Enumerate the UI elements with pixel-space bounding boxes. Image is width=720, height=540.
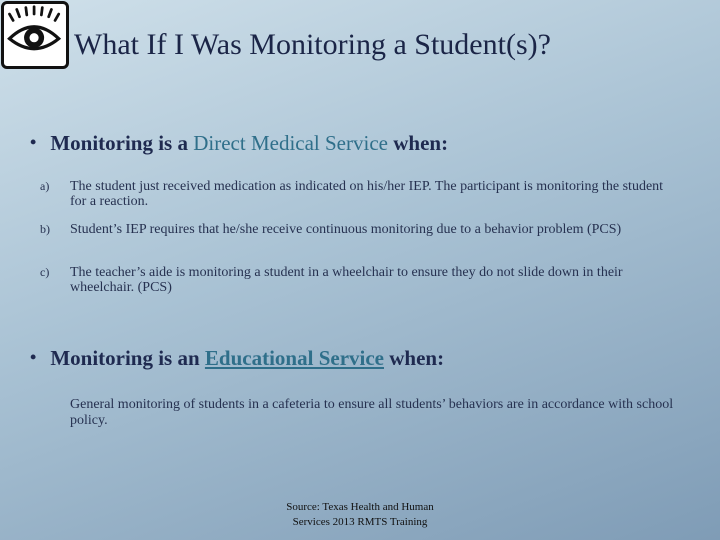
bullet-direct-medical (30, 131, 448, 156)
bullet1-prefix: Monitoring is a (50, 131, 194, 155)
item-label: a) (40, 179, 50, 193)
bullet2-prefix: Monitoring is an (50, 346, 205, 370)
list-item (40, 222, 680, 237)
bullet1-highlight: Direct Medical Service (193, 131, 388, 155)
source-line-1: Source: Texas Health and Human (286, 501, 434, 513)
list-item (40, 179, 680, 209)
list-item (40, 265, 680, 295)
bullet-dot: • (30, 347, 37, 367)
source-citation (250, 500, 470, 530)
item-text: The student just received medication as indicated on his/her IEP. The participant is monitoring the student for a reaction. (70, 179, 664, 209)
slide-title: What If I Was Monitoring a Student(s)? (74, 28, 551, 61)
item-label: b) (40, 222, 50, 236)
source-line-2: Services 2013 RMTS Training (292, 516, 428, 528)
bullet-educational (30, 346, 444, 371)
bullet2-suffix: when: (384, 346, 445, 370)
bullet-dot: • (30, 132, 37, 152)
bullet1-suffix: when: (387, 131, 449, 155)
eye-icon (1, 1, 69, 69)
bullet2-highlight: Educational Service (204, 346, 384, 370)
item-text: The teacher’s aide is monitoring a student in a wheelchair to ensure they do not slide down in their wheelchair. (PCS) (70, 265, 623, 295)
item-text: Student’s IEP requires that he/she receive continuous monitoring due to a behavior problem (PCS) (70, 222, 622, 237)
item-label: c) (40, 265, 50, 279)
educational-description: General monitoring of students in a cafeteria to ensure all students’ behaviors are in accordance with school policy. (70, 397, 674, 428)
